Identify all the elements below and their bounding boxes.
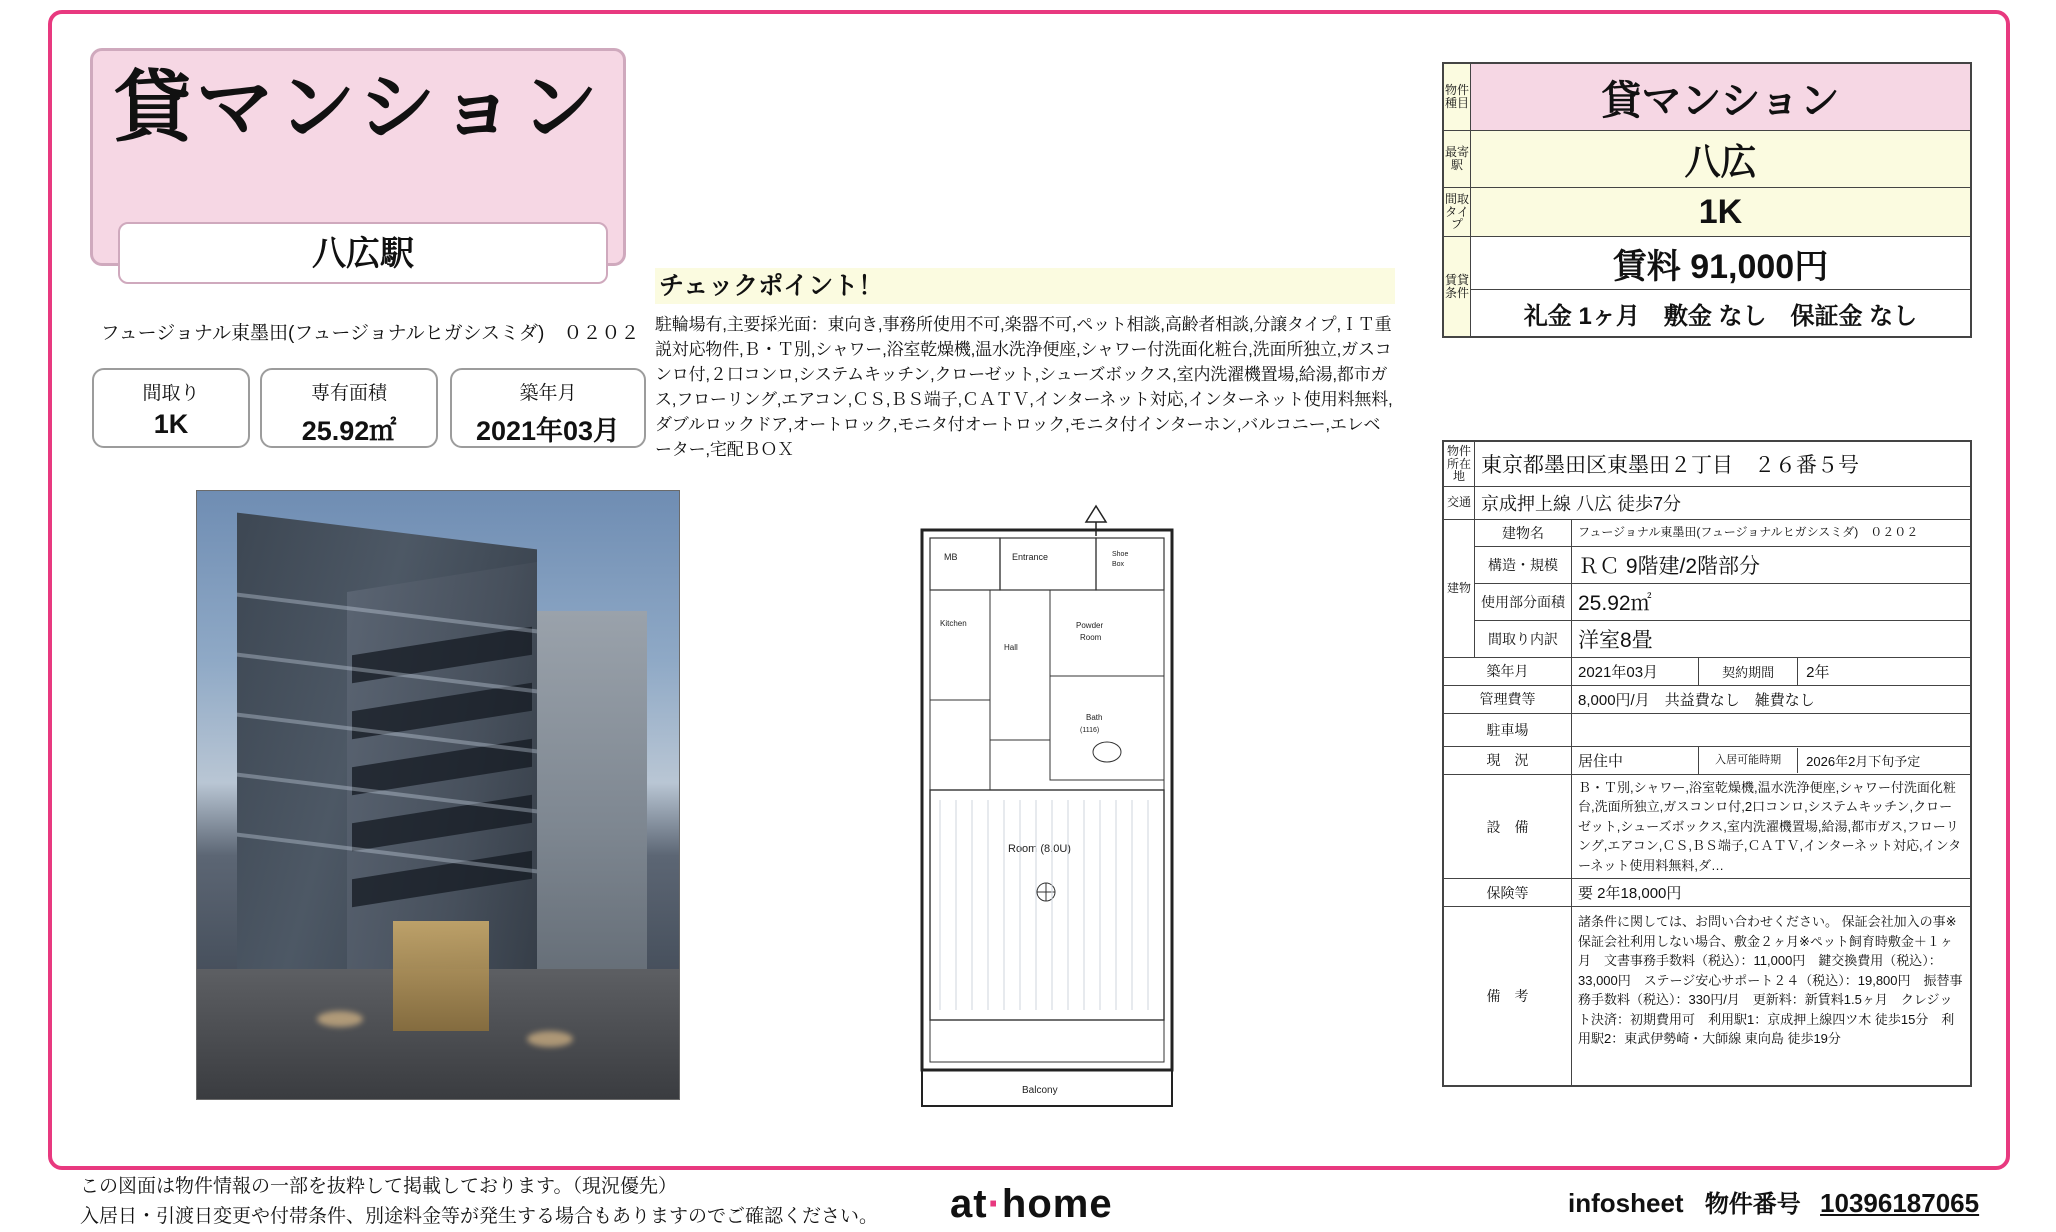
table-row bbox=[1443, 879, 1971, 907]
details-value-built: 2021年03月 bbox=[1572, 657, 1699, 685]
table-row bbox=[1443, 620, 1971, 657]
table-row bbox=[1443, 546, 1971, 583]
svg-text:Bath: Bath bbox=[1086, 713, 1103, 722]
table-row bbox=[1443, 713, 1971, 746]
svg-text:Room (8.0U): Room (8.0U) bbox=[1008, 843, 1071, 855]
details-label-building: 建物 bbox=[1443, 519, 1475, 657]
spec-layout bbox=[92, 368, 250, 448]
table-row bbox=[1443, 685, 1971, 713]
floor-plan-svg bbox=[900, 500, 1220, 1120]
details-value-contract: 2年 bbox=[1806, 663, 1830, 681]
footer-note-line1: この図面は物件情報の一部を抜粋して掲載しております。（現況優先） bbox=[80, 1176, 677, 1197]
spec-built-label: 築年月 bbox=[519, 383, 577, 404]
svg-text:Entrance: Entrance bbox=[1012, 552, 1049, 562]
table-row bbox=[1443, 519, 1971, 546]
details-label-area: 使用部分面積 bbox=[1475, 583, 1572, 620]
summary-label-station: 最寄駅 bbox=[1443, 131, 1471, 188]
photo-entrance bbox=[393, 921, 489, 1031]
spec-layout-label: 間取り bbox=[142, 383, 200, 404]
summary-table bbox=[1442, 62, 1972, 338]
table-row bbox=[1443, 583, 1971, 620]
details-value-building-name: フュージョナル東墨田(フュージョナルヒガシスミダ) ０２０２ bbox=[1572, 519, 1972, 546]
table-row bbox=[1443, 907, 1971, 1087]
table-row bbox=[1443, 290, 1971, 338]
details-label-address: 物件所在地 bbox=[1443, 441, 1475, 486]
svg-text:Kitchen: Kitchen bbox=[940, 619, 967, 628]
details-value-structure: ＲＣ 9階建/2階部分 bbox=[1572, 546, 1972, 583]
summary-label-conditions: 賃貸条件 bbox=[1443, 237, 1471, 338]
details-value-insurance: 要 2年18,000円 bbox=[1572, 879, 1972, 907]
table-row bbox=[1443, 746, 1971, 774]
spec-layout-value: 1K bbox=[153, 409, 189, 439]
page-title: 貸マンション bbox=[113, 63, 603, 151]
property-number-value: 10396187065 bbox=[1820, 1188, 1980, 1218]
details-label-built: 築年月 bbox=[1443, 657, 1572, 685]
table-row bbox=[1443, 63, 1971, 131]
details-label-contract: 契約期間 bbox=[1699, 658, 1798, 685]
summary-label-layout: 間取タイプ bbox=[1443, 188, 1471, 237]
details-value-address: 東京都墨田区東墨田２丁目 ２６番５号 bbox=[1475, 441, 1972, 486]
svg-text:Box: Box bbox=[1112, 561, 1125, 568]
svg-text:(1116): (1116) bbox=[1080, 727, 1100, 734]
summary-value-station: 八広 bbox=[1471, 131, 1972, 188]
table-row bbox=[1443, 237, 1971, 290]
details-label-layout: 間取り内訳 bbox=[1475, 620, 1572, 657]
details-label-structure: 構造・規模 bbox=[1475, 546, 1572, 583]
details-label-remarks: 備 考 bbox=[1443, 907, 1572, 1087]
table-row bbox=[1443, 486, 1971, 519]
summary-value-rent: 賃料 91,000円 bbox=[1471, 237, 1972, 290]
details-value-remarks: 諸条件に関しては、お問い合わせください。 保証会社加入の事※保証会社利用しない場合、敷金２ヶ月※ペット飼育時敷金＋１ヶ月 文書事務手数料（税込）：11,000円 鍵交換費用（税込）：33,000円 ステージ安心サポート２４（税込）：19,800円 振替事務手数料（税込）：330円/月 更新料：新賃料1.5ヶ月 クレジット決済：初期費用可 利用駅1：京成押上線四ツ木 徒歩15分 利用駅2：東武伊勢崎・大師線 東向島 徒歩19分 bbox=[1572, 907, 1972, 1087]
svg-text:Shoe: Shoe bbox=[1112, 551, 1129, 558]
floor-plan bbox=[900, 500, 1220, 1120]
summary-label-type: 物件種目 bbox=[1443, 63, 1471, 131]
summary-value-type: 貸マンション bbox=[1471, 63, 1972, 131]
summary-value-deposit: 礼金 1ヶ月 敷金 なし 保証金 なし bbox=[1471, 290, 1972, 338]
spec-area-label: 専有面積 bbox=[310, 383, 387, 404]
photo-light bbox=[317, 1011, 363, 1027]
svg-text:Room: Room bbox=[1080, 633, 1102, 642]
spec-built-value: 2021年03月 bbox=[475, 416, 621, 446]
details-label-parking: 駐車場 bbox=[1443, 713, 1572, 746]
details-label-movein: 入居可能時期 bbox=[1699, 748, 1798, 773]
details-label-transport: 交通 bbox=[1443, 486, 1475, 519]
details-value-parking bbox=[1572, 713, 1972, 746]
details-label-status: 現 況 bbox=[1443, 746, 1572, 774]
spec-row bbox=[92, 368, 652, 448]
details-label-equip: 設 備 bbox=[1443, 774, 1572, 879]
table-row bbox=[1443, 188, 1971, 237]
details-label-insurance: 保険等 bbox=[1443, 879, 1572, 907]
building-photo bbox=[196, 490, 680, 1100]
details-value-layout: 洋室8畳 bbox=[1572, 620, 1972, 657]
details-value-mgmt: 8,000円/月 共益費なし 雑費なし bbox=[1572, 685, 1972, 713]
table-row bbox=[1443, 131, 1971, 188]
spec-area-value: 25.92㎡ bbox=[301, 416, 397, 446]
infosheet-footer bbox=[1568, 1184, 1979, 1219]
details-value-status: 居住中 bbox=[1572, 746, 1699, 774]
station-badge: 八広駅 bbox=[118, 222, 608, 284]
details-label-building-name: 建物名 bbox=[1475, 519, 1572, 546]
table-row bbox=[1443, 441, 1971, 486]
table-row bbox=[1443, 774, 1971, 879]
details-value-movein: 2026年2月下旬予定 bbox=[1806, 753, 1921, 769]
infosheet-label: infosheet bbox=[1568, 1188, 1684, 1218]
building-name-caption: フュージョナル東墨田(フュージョナルヒガシスミダ) ０２０２ bbox=[100, 323, 640, 344]
svg-text:Hall: Hall bbox=[1004, 643, 1018, 652]
svg-text:Powder: Powder bbox=[1076, 621, 1104, 630]
details-value-area: 25.92㎡ bbox=[1572, 583, 1972, 620]
svg-text:Balcony: Balcony bbox=[1022, 1085, 1058, 1096]
spec-built bbox=[450, 368, 646, 448]
details-table bbox=[1442, 440, 1972, 1087]
checkpoint-title: チェックポイント！ bbox=[655, 268, 1395, 304]
athome-logo: at·home bbox=[950, 1182, 1113, 1226]
details-value-transport: 京成押上線 八広 徒歩7分 bbox=[1475, 486, 1972, 519]
svg-text:MB: MB bbox=[944, 552, 958, 562]
footer-note bbox=[80, 1172, 980, 1232]
spec-area bbox=[260, 368, 438, 448]
table-row bbox=[1443, 657, 1971, 685]
property-number-label: 物件番号 bbox=[1704, 1191, 1801, 1218]
summary-value-layout: 1K bbox=[1471, 188, 1972, 237]
checkpoint-body: 駐輪場有,主要採光面：東向き,事務所使用不可,楽器不可,ペット相談,高齢者相談,分譲タイプ,ＩＴ重説対応物件,Ｂ・Ｔ別,シャワー,浴室乾燥機,温水洗浄便座,シャワー付洗面化粧台,洗面所独立,ガスコンロ付,２口コンロ,システムキッチン,クローゼット,シューズボックス,室内洗濯機置場,給湯,都市ガス,フローリング,エアコン,ＣＳ,ＢＳ端子,ＣＡＴＶ,インターネット対応,インターネット使用料無料,ダブルロックドア,オートロック,モニタ付オートロック,モニタ付インターホン,バルコニー,エレベーター,宅配ＢＯＸ bbox=[655, 315, 1393, 459]
details-value-equip: Ｂ・Ｔ別,シャワー,浴室乾燥機,温水洗浄便座,シャワー付洗面化粧台,洗面所独立,ガスコンロ付,2口コンロ,システムキッチン,クローゼット,シューズボックス,室内洗濯機置場,給湯,都市ガス,フローリング,エアコン,ＣＳ,ＢＳ端子,ＣＡＴＶ,インターネット対応,インターネット使用料無料,ダ… bbox=[1572, 774, 1972, 879]
photo-light bbox=[527, 1031, 573, 1047]
footer-note-line2: 入居日・引渡日変更や付帯条件、別途料金等が発生する場合もありますのでご確認ください。 bbox=[80, 1206, 879, 1227]
details-label-mgmt: 管理費等 bbox=[1443, 685, 1572, 713]
